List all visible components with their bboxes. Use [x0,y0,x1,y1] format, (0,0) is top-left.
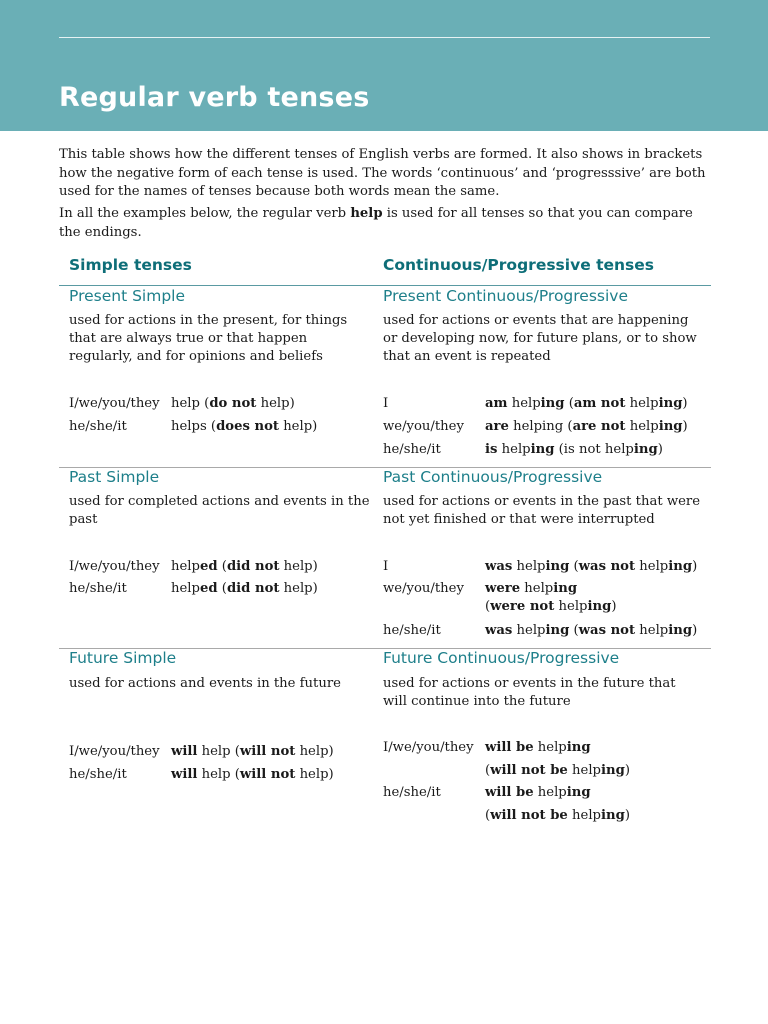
example-form: helped (did not help) [171,559,318,574]
example-form: will help (will not help) [171,744,334,759]
header-banner [0,0,768,131]
header-divider [59,285,711,286]
example-pronoun: we/you/they [383,419,464,434]
example-pronoun: he/she/it [383,785,441,800]
tense-name-past-simple: Past Simple [69,468,160,486]
column-header-simple: Simple tenses [69,256,192,274]
tense-name-past-continuous: Past Continuous/Progressive [383,468,603,486]
example-pronoun: he/she/it [383,442,441,457]
page-title: Regular verb tenses [59,82,370,113]
example-form: was helping (was not helping) [485,559,698,574]
tense-name-present-simple: Present Simple [69,287,186,305]
tense-desc-future-continuous: used for actions or events in the future that will continue into the future [383,676,676,709]
example-pronoun: he/she/it [69,419,127,434]
example-form: helps (does not help) [171,419,318,434]
example-pronoun: I [383,559,389,574]
example-pronoun: he/she/it [383,623,441,638]
example-form-negative: (were not helping) [485,599,617,614]
tense-desc-present-continuous: used for actions or events that are happening or developing now, for future plans, or to show that an event is repeated [383,313,697,364]
example-form: help (do not help) [171,396,295,411]
tense-desc-past-simple: used for completed actions and events in the past [69,494,370,527]
example-pronoun: we/you/they [383,581,464,596]
example-form-negative: (will not be helping) [485,763,630,778]
tense-desc-present-simple: used for actions in the present, for things that are always true or that happen regularly, and for opinions and beliefs [69,313,348,364]
example-form: am helping (am not helping) [485,396,688,411]
tense-desc-past-continuous: used for actions or events in the past that were not yet finished or that were interrupted [383,494,701,527]
example-pronoun: I/we/you/they [383,740,474,755]
tense-desc-future-simple: used for actions and events in the future [69,676,341,691]
column-header-continuous: Continuous/Progressive tenses [383,256,655,274]
example-pronoun: I/we/you/they [69,559,160,574]
example-form-negative: (will not be helping) [485,808,630,823]
example-form: was helping (was not helping) [485,623,698,638]
intro-paragraph-1: This table shows how the different tenses of English verbs are formed. It also shows in brackets how the negative form of each tense is used. The words ‘continuous’ and ‘progresssive’ are both used for the names of tenses because both words mean the same. [59,147,706,199]
example-pronoun: he/she/it [69,767,127,782]
example-form: helped (did not help) [171,581,318,596]
example-form: are helping (are not helping) [485,419,688,434]
banner-rule [59,37,710,38]
example-pronoun: he/she/it [69,581,127,596]
intro-text: In all the examples below, the regular verb [59,206,351,221]
example-form: is helping (is not helping) [485,442,663,457]
example-pronoun: I [383,396,389,411]
intro-verb: help [350,206,383,221]
intro-paragraph-2 [59,205,711,242]
example-form: were helping [485,581,578,596]
example-form: will help (will not help) [171,767,334,782]
tense-name-future-simple: Future Simple [69,649,177,667]
example-pronoun: I/we/you/they [69,396,160,411]
example-form: will be helping [485,740,591,755]
example-form: will be helping [485,785,591,800]
tense-name-future-continuous: Future Continuous/Progressive [383,649,620,667]
intro-text: is used for all tenses so that you can compare the endings. [59,206,693,240]
example-pronoun: I/we/you/they [69,744,160,759]
tense-name-present-continuous: Present Continuous/Progressive [383,287,629,305]
